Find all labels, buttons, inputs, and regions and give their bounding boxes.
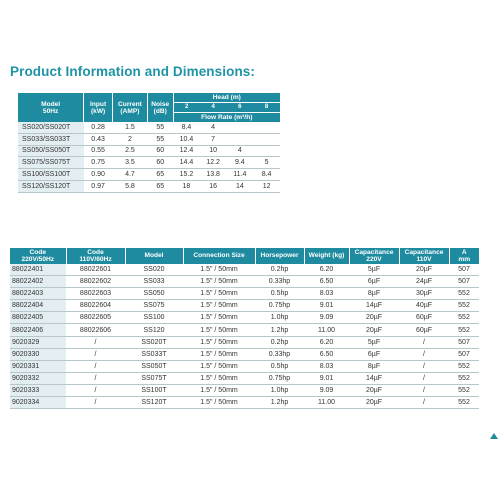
- table-cell: 0.2hp: [255, 264, 304, 276]
- table-cell: 0.5hp: [255, 288, 304, 300]
- product-code-table: [10, 248, 479, 409]
- table-row: [18, 180, 280, 192]
- table-cell: 1.5" / 50mm: [183, 264, 255, 276]
- table-cell: 0.2hp: [255, 336, 304, 348]
- table-row: [10, 300, 479, 312]
- table-cell: 14.4: [173, 157, 200, 169]
- table-cell: 9.09: [304, 384, 349, 396]
- table-cell: 9020329: [10, 336, 66, 348]
- table-cell: /: [66, 348, 125, 360]
- table-cell: 88022603: [66, 288, 125, 300]
- col-header: Horsepower: [255, 248, 304, 264]
- table-cell: 2: [112, 133, 147, 145]
- col-header-current: Current (AMP): [112, 93, 147, 122]
- table-cell: 20µF: [399, 264, 449, 276]
- table-cell: 6.20: [304, 336, 349, 348]
- table-cell: 88022401: [10, 264, 66, 276]
- table-cell: 6.50: [304, 276, 349, 288]
- arrow-icon: [490, 433, 498, 439]
- col-header: Model: [125, 248, 183, 264]
- table-cell: 12: [253, 180, 280, 192]
- page-title: Product Information and Dimensions:: [10, 64, 256, 79]
- col-header-noise: Noise (dB): [147, 93, 173, 122]
- table-cell: 1.0hp: [255, 384, 304, 396]
- table-cell: 1.5" / 50mm: [183, 360, 255, 372]
- table-cell: SS075T: [125, 372, 183, 384]
- table-cell: 507: [449, 276, 479, 288]
- table-cell: 1.0hp: [255, 312, 304, 324]
- table-cell: 0.33hp: [255, 276, 304, 288]
- table-cell: 9.4: [226, 157, 253, 169]
- table-cell: 0.97: [84, 180, 113, 192]
- table-cell: 1.2hp: [255, 397, 304, 409]
- pump-performance-table: [18, 93, 280, 193]
- table-cell: 20µF: [349, 312, 399, 324]
- table-cell: 20µF: [349, 324, 399, 336]
- col-header: Connection Size: [183, 248, 255, 264]
- table-cell: 1.5" / 50mm: [183, 312, 255, 324]
- table-row: [10, 264, 479, 276]
- table-cell: [226, 122, 253, 133]
- table-cell: 88022602: [66, 276, 125, 288]
- table-cell: SS075/SS075T: [18, 157, 84, 169]
- table-cell: /: [66, 397, 125, 409]
- table-cell: 9020331: [10, 360, 66, 372]
- table-cell: 88022601: [66, 264, 125, 276]
- table-cell: 14µF: [349, 300, 399, 312]
- col-header-flow-rate: Flow Rate (m³/h): [173, 113, 280, 123]
- table-cell: 88022404: [10, 300, 66, 312]
- table-cell: 30µF: [399, 288, 449, 300]
- table-cell: 88022605: [66, 312, 125, 324]
- head-value-8: 8: [253, 103, 280, 113]
- col-header-head: Head (m): [173, 93, 280, 103]
- table-cell: SS100/SS100T: [18, 169, 84, 181]
- table-cell: /: [399, 348, 449, 360]
- table-cell: 7: [200, 133, 227, 145]
- table-cell: SS020/SS020T: [18, 122, 84, 133]
- table-cell: 88022604: [66, 300, 125, 312]
- table-cell: 9020333: [10, 384, 66, 396]
- table-cell: SS050T: [125, 360, 183, 372]
- table-cell: /: [66, 372, 125, 384]
- table-cell: 1.5" / 50mm: [183, 288, 255, 300]
- table-row: [18, 122, 280, 133]
- table-row: [18, 145, 280, 157]
- table-cell: SS120T: [125, 397, 183, 409]
- table-cell: 60µF: [399, 324, 449, 336]
- table-row: [10, 312, 479, 324]
- table-cell: [253, 122, 280, 133]
- table-row: [10, 348, 479, 360]
- table-cell: 1.5" / 50mm: [183, 372, 255, 384]
- col-header: Code 220V/50Hz: [10, 248, 66, 264]
- table-cell: 9020332: [10, 372, 66, 384]
- table-cell: 0.33hp: [255, 348, 304, 360]
- table-cell: 0.28: [84, 122, 113, 133]
- table-cell: 1.5" / 50mm: [183, 397, 255, 409]
- table-cell: 9020334: [10, 397, 66, 409]
- table-cell: 9.01: [304, 372, 349, 384]
- table-row: [18, 157, 280, 169]
- table-cell: 4: [200, 122, 227, 133]
- table-cell: /: [66, 336, 125, 348]
- table-cell: 1.5" / 50mm: [183, 336, 255, 348]
- table-cell: SS075: [125, 300, 183, 312]
- table-cell: 0.75hp: [255, 300, 304, 312]
- table-row: [18, 133, 280, 145]
- table-cell: 3.5: [112, 157, 147, 169]
- table-cell: 2.5: [112, 145, 147, 157]
- table-cell: SS020: [125, 264, 183, 276]
- table-cell: 0.55: [84, 145, 113, 157]
- table-cell: 13.8: [200, 169, 227, 181]
- table-cell: 8.03: [304, 360, 349, 372]
- table-cell: [253, 145, 280, 157]
- col-header-model: Model 50Hz: [18, 93, 84, 122]
- table-cell: 88022406: [10, 324, 66, 336]
- table-cell: 552: [449, 384, 479, 396]
- col-header-input: Input (kW): [84, 93, 113, 122]
- table-row: [10, 336, 479, 348]
- table-cell: /: [66, 360, 125, 372]
- table-cell: 552: [449, 372, 479, 384]
- table-cell: 11.4: [226, 169, 253, 181]
- table-cell: 1.5" / 50mm: [183, 384, 255, 396]
- col-header: Weight (kg): [304, 248, 349, 264]
- col-header: Code 110V/60Hz: [66, 248, 125, 264]
- table-cell: 1.2hp: [255, 324, 304, 336]
- table-cell: 6µF: [349, 276, 399, 288]
- table-cell: 9.09: [304, 312, 349, 324]
- head-value-2: 2: [173, 103, 200, 113]
- table-cell: SS100T: [125, 384, 183, 396]
- table-cell: 1.5: [112, 122, 147, 133]
- table-cell: 1.5" / 50mm: [183, 324, 255, 336]
- table-cell: 10.4: [173, 133, 200, 145]
- table-cell: 14: [226, 180, 253, 192]
- table-cell: 20µF: [349, 397, 399, 409]
- table-row: [10, 397, 479, 409]
- table-cell: 15.2: [173, 169, 200, 181]
- table-cell: 9020330: [10, 348, 66, 360]
- table-cell: 1.5" / 50mm: [183, 300, 255, 312]
- table-cell: 5: [253, 157, 280, 169]
- col-header: Capacitance 220V: [349, 248, 399, 264]
- table-cell: 552: [449, 288, 479, 300]
- head-value-6: 6: [226, 103, 253, 113]
- table-cell: 65: [147, 169, 173, 181]
- table-cell: /: [399, 360, 449, 372]
- table-cell: 12.2: [200, 157, 227, 169]
- table-cell: 9.01: [304, 300, 349, 312]
- table-cell: 55: [147, 122, 173, 133]
- table-cell: 60: [147, 157, 173, 169]
- table-cell: 5.8: [112, 180, 147, 192]
- table-cell: [253, 133, 280, 145]
- table-cell: 88022403: [10, 288, 66, 300]
- table-cell: SS120: [125, 324, 183, 336]
- table-cell: 4: [226, 145, 253, 157]
- table-cell: 507: [449, 348, 479, 360]
- table-cell: 552: [449, 360, 479, 372]
- table-cell: 507: [449, 336, 479, 348]
- table-cell: 6.50: [304, 348, 349, 360]
- table-cell: SS100: [125, 312, 183, 324]
- table-row: [10, 372, 479, 384]
- table-cell: 24µF: [399, 276, 449, 288]
- table-cell: 5µF: [349, 336, 399, 348]
- table-cell: 0.90: [84, 169, 113, 181]
- table-cell: 12.4: [173, 145, 200, 157]
- table-cell: SS033: [125, 276, 183, 288]
- table-cell: 6µF: [349, 348, 399, 360]
- table-cell: 6.20: [304, 264, 349, 276]
- table-cell: 8.4: [253, 169, 280, 181]
- table-cell: 8µF: [349, 360, 399, 372]
- table-cell: /: [399, 397, 449, 409]
- table-cell: SS020T: [125, 336, 183, 348]
- table-cell: 552: [449, 397, 479, 409]
- table-cell: 1.5" / 50mm: [183, 276, 255, 288]
- table-cell: 552: [449, 312, 479, 324]
- table-cell: 88022402: [10, 276, 66, 288]
- table-cell: [226, 133, 253, 145]
- table-cell: SS120/SS120T: [18, 180, 84, 192]
- table-cell: 4.7: [112, 169, 147, 181]
- table-cell: 5µF: [349, 264, 399, 276]
- table-cell: 552: [449, 300, 479, 312]
- table-row: [10, 384, 479, 396]
- table-cell: 507: [449, 264, 479, 276]
- table-cell: 40µF: [399, 300, 449, 312]
- table-cell: 0.43: [84, 133, 113, 145]
- table-cell: 0.75hp: [255, 372, 304, 384]
- table-row: [18, 169, 280, 181]
- table-cell: 20µF: [349, 384, 399, 396]
- table-row: [10, 276, 479, 288]
- table-cell: /: [399, 372, 449, 384]
- col-header: A mm: [449, 248, 479, 264]
- head-value-4: 4: [200, 103, 227, 113]
- table-cell: 16: [200, 180, 227, 192]
- table-cell: 18: [173, 180, 200, 192]
- table-cell: 10: [200, 145, 227, 157]
- table-cell: 88022405: [10, 312, 66, 324]
- col-header: Capacitance 110V: [399, 248, 449, 264]
- table-cell: 0.75: [84, 157, 113, 169]
- table-row: [10, 288, 479, 300]
- table-cell: 11.00: [304, 397, 349, 409]
- table-row: [10, 324, 479, 336]
- table-cell: /: [66, 384, 125, 396]
- table-cell: 0.5hp: [255, 360, 304, 372]
- table-cell: 8µF: [349, 288, 399, 300]
- table-cell: 60µF: [399, 312, 449, 324]
- table-cell: SS050/SS050T: [18, 145, 84, 157]
- table-cell: 1.5" / 50mm: [183, 348, 255, 360]
- table-cell: /: [399, 336, 449, 348]
- table-cell: 65: [147, 180, 173, 192]
- table-cell: 8.4: [173, 122, 200, 133]
- table-cell: SS033/SS033T: [18, 133, 84, 145]
- table-cell: 8.03: [304, 288, 349, 300]
- table-cell: SS033T: [125, 348, 183, 360]
- table-cell: 11.00: [304, 324, 349, 336]
- table-cell: 552: [449, 324, 479, 336]
- table-cell: 60: [147, 145, 173, 157]
- table-cell: 55: [147, 133, 173, 145]
- table-cell: 14µF: [349, 372, 399, 384]
- table-row: [10, 360, 479, 372]
- table-cell: SS050: [125, 288, 183, 300]
- table-cell: 88022606: [66, 324, 125, 336]
- table-cell: /: [399, 384, 449, 396]
